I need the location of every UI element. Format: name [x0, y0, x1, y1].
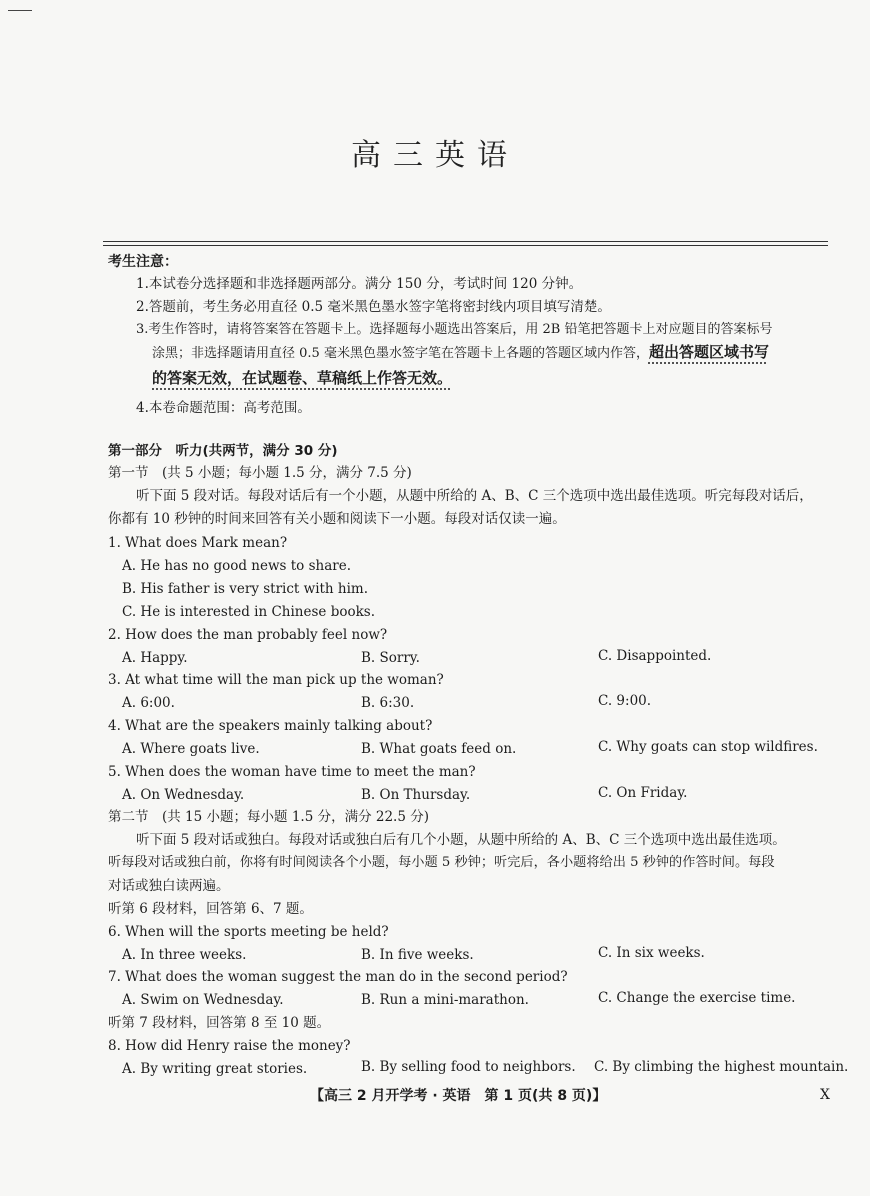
section2-heading: 第二节 (共 15 小题；每小题 1.5 分，满分 22.5 分)	[108, 809, 429, 825]
notice-item-4: 4.本卷命题范围：高考范围。	[136, 400, 311, 416]
q3-option-c: C. 9:00.	[598, 693, 652, 709]
page-footer: 【高三 2 月开学考 · 英语 第 1 页(共 8 页)】	[310, 1088, 607, 1104]
q4-option-c: C. Why goats can stop wildfires.	[598, 739, 818, 755]
section1-instruction-b: 你都有 10 秒钟的时间来回答有关小题和阅读下一小题。每段对话仅读一遍。	[108, 511, 566, 527]
q2-option-c: C. Disappointed.	[598, 648, 712, 664]
q1-option-a: A. He has no good news to share.	[122, 558, 351, 574]
notice-item-3a: 3.考生作答时，请将答案答在答题卡上。选择题每小题选出答案后，用 2B 铅笔把答题卡上对应题目的答案标号	[136, 322, 773, 337]
q4-option-a: A. Where goats live.	[122, 741, 260, 757]
q8-option-b: B. By selling food to neighbors.	[361, 1059, 576, 1075]
q1-option-c: C. He is interested in Chinese books.	[122, 604, 375, 620]
q1-option-b: B. His father is very strict with him.	[122, 581, 369, 597]
q2-option-a: A. Happy.	[122, 650, 188, 666]
material7-heading: 听第 7 段材料，回答第 8 至 10 题。	[108, 1015, 331, 1031]
material6-heading: 听第 6 段材料，回答第 6、7 题。	[108, 901, 313, 917]
q7-option-a: A. Swim on Wednesday.	[122, 992, 284, 1008]
notice-item-3b	[152, 343, 769, 363]
header-rule-thin	[103, 245, 828, 246]
footer-mark: X	[820, 1087, 830, 1103]
notice-item-1: 1.本试卷分选择题和非选择题两部分。满分 150 分，考试时间 120 分钟。	[136, 276, 583, 292]
q6-stem: 6. When will the sports meeting be held?	[108, 924, 389, 940]
section2-instruction-a: 听下面 5 段对话或独白。每段对话或独白后有几个小题，从题中所给的 A、B、C 三个选项中选出最佳选项。	[136, 832, 786, 848]
section1-heading: 第一节 (共 5 小题；每小题 1.5 分，满分 7.5 分)	[108, 465, 412, 481]
q4-option-b: B. What goats feed on.	[361, 741, 517, 757]
q4-stem: 4. What are the speakers mainly talking about?	[108, 718, 433, 734]
q2-stem: 2. How does the man probably feel now?	[108, 627, 388, 643]
q3-option-a: A. 6:00.	[122, 695, 175, 711]
q8-stem: 8. How did Henry raise the money?	[108, 1038, 351, 1054]
notice-item-3b-text: 涂黑；非选择题请用直径 0.5 毫米黑色墨水签字笔在答题卡上各题的答题区域内作答，	[152, 346, 649, 361]
section2-instruction-b: 听每段对话或独白前，你将有时间阅读各个小题，每小题 5 秒钟；听完后，各小题将给出 5 秒钟的作答时间。每段	[108, 855, 775, 870]
section1-instruction-a: 听下面 5 段对话。每段对话后有一个小题，从题中所给的 A、B、C 三个选项中选出最佳选项。听完每段对话后，	[136, 488, 813, 504]
notice-item-3c-emphasis: 的答案无效，在试题卷、草稿纸上作答无效。	[152, 369, 453, 387]
q5-option-c: C. On Friday.	[598, 785, 688, 801]
q6-option-c: C. In six weeks.	[598, 945, 705, 961]
notice-item-2: 2.答题前，考生务必用直径 0.5 毫米黑色墨水签字笔将密封线内项目填写清楚。	[136, 299, 611, 315]
header-rule-thick	[103, 241, 828, 242]
q5-stem: 5. When does the woman have time to meet the man?	[108, 764, 476, 780]
q7-option-c: C. Change the exercise time.	[598, 990, 796, 1006]
q3-stem: 3. At what time will the man pick up the woman?	[108, 672, 444, 688]
q1-stem: 1. What does Mark mean?	[108, 535, 288, 551]
q8-option-c: C. By climbing the highest mountain.	[594, 1059, 849, 1075]
q6-option-a: A. In three weeks.	[122, 947, 247, 963]
part1-heading: 第一部分 听力(共两节，满分 30 分)	[108, 443, 338, 459]
q2-option-b: B. Sorry.	[361, 650, 420, 666]
q7-option-b: B. Run a mini-marathon.	[361, 992, 529, 1008]
q3-option-b: B. 6:30.	[361, 695, 415, 711]
q5-option-b: B. On Thursday.	[361, 787, 471, 803]
q5-option-a: A. On Wednesday.	[122, 787, 245, 803]
corner-mark	[8, 10, 32, 11]
q8-option-a: A. By writing great stories.	[122, 1061, 308, 1077]
q6-option-b: B. In five weeks.	[361, 947, 474, 963]
q7-stem: 7. What does the woman suggest the man do in the second period?	[108, 969, 568, 985]
notice-heading: 考生注意：	[108, 254, 178, 270]
notice-item-3b-emphasis: 超出答题区域书写	[648, 343, 769, 361]
page-title: 高三英语	[351, 138, 519, 173]
section2-instruction-c: 对话或独白读两遍。	[108, 878, 230, 894]
